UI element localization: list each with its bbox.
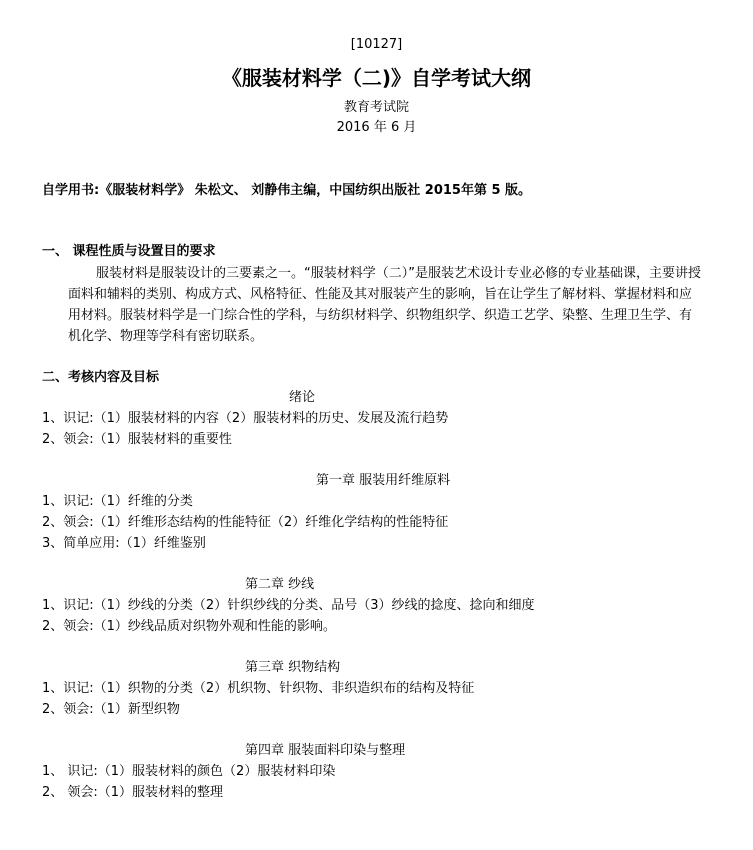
chapter-title: 第一章 服装用纤维原料 (316, 473, 451, 488)
paragraph-line: 服装材料是服装设计的三要素之一。“服装材料学（二）”是服装艺术设计专业必修的专业基础课，主要讲授 (96, 266, 701, 281)
paragraph-line: 机化学、物理等学科有密切联系。 (68, 329, 264, 344)
chapter-title: 第三章 织物结构 (245, 660, 341, 675)
list-item: 2、领会:（1）新型织物 (42, 702, 180, 717)
issue-date: 2016 年 6 月 (336, 120, 417, 135)
section-1-paragraph (68, 263, 744, 347)
list-item: 2、领会:（1）纤维形态结构的性能特征（2）纤维化学结构的性能特征 (42, 515, 449, 530)
list-item: 1、识记:（1）纱线的分类（2）针织纱线的分类、品号（3）纱线的捻度、捻向和细度 (42, 598, 535, 613)
list-item: 2、领会:（1）服装材料的重要性 (42, 432, 232, 447)
chapter-title: 第四章 服装面料印染与整理 (245, 743, 406, 758)
section-2-heading: 二、考核内容及目标 (42, 370, 160, 385)
list-item: 1、识记:（1）纤维的分类 (42, 494, 193, 509)
textbook-reference: 自学用书:《服装材料学》 朱松文、 刘静伟主编，中国纺织出版社 2015年第 5 版。 (42, 183, 532, 198)
list-item: 2、领会:（1）纱线品质对织物外观和性能的影响。 (42, 619, 336, 634)
document-title: 《服装材料学（二)》自学考试大纲 (221, 66, 532, 90)
list-item: 3、简单应用:（1）纤维鉴别 (42, 536, 206, 551)
issuing-org: 教育考试院 (343, 100, 409, 115)
chapter-title: 第二章 纱线 (245, 577, 315, 592)
list-item: 1、 识记:（1）服装材料的颜色（2）服装材料印染 (42, 764, 336, 779)
course-code: [10127] (350, 37, 403, 52)
paragraph-line: 用材料。服装材料学是一门综合性的学科，与纺织材料学、织物组织学、织造工艺学、染整、生理卫生学、有 (68, 308, 693, 323)
section-1-heading: 一、 课程性质与设置目的要求 (42, 244, 216, 259)
chapter-title: 绪论 (289, 390, 316, 405)
paragraph-line: 面料和辅料的类别、构成方式、风格特征、性能及其对服装产生的影响，旨在让学生了解材料、掌握材料和应 (68, 287, 693, 302)
list-item: 1、识记:（1）织物的分类（2）机织物、针织物、非织造织布的结构及特征 (42, 681, 475, 696)
list-item: 2、 领会:（1）服装材料的整理 (42, 785, 224, 800)
list-item: 1、识记:（1）服装材料的内容（2）服装材料的历史、发展及流行趋势 (42, 411, 449, 426)
